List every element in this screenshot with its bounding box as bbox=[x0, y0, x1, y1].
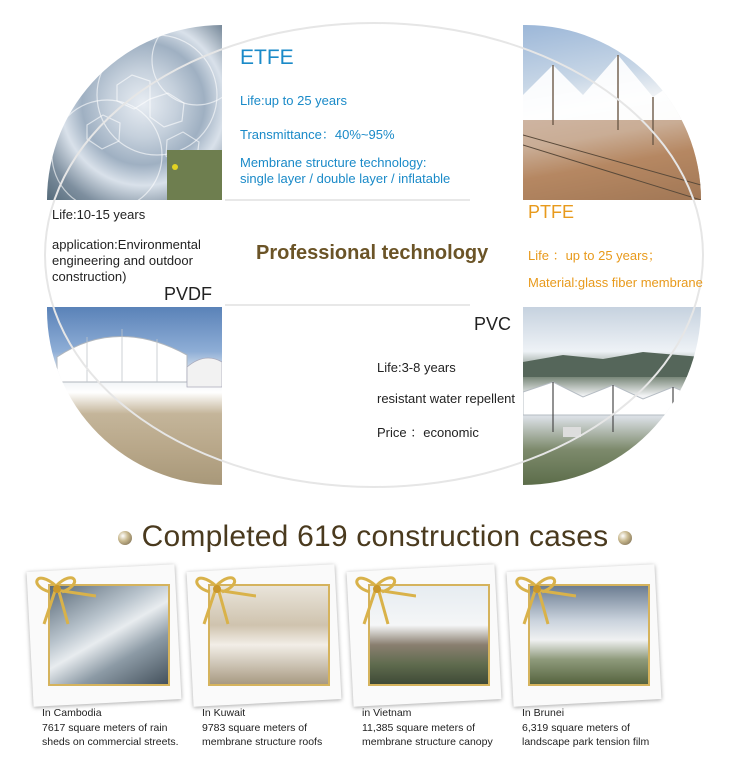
case-card-cambodia bbox=[30, 560, 180, 750]
case-desc-line1: 6,319 square meters of bbox=[522, 721, 630, 734]
gold-ribbon-icon bbox=[186, 566, 256, 626]
pvdf-title: PVDF bbox=[164, 284, 213, 304]
ptfe-life: Life ：up to 25 years； bbox=[528, 248, 661, 263]
case-caption bbox=[42, 706, 192, 750]
case-desc-line2: landscape park tension film bbox=[522, 736, 650, 748]
etfe-tech-line2: single layer / double layer / inflatable bbox=[240, 171, 451, 186]
gold-ribbon-icon bbox=[26, 566, 96, 626]
gold-ribbon-icon bbox=[506, 566, 576, 626]
case-caption bbox=[202, 706, 352, 750]
ptfe-title: PTFE bbox=[528, 202, 575, 222]
case-card-brunei bbox=[510, 560, 660, 750]
case-location: In Kuwait bbox=[202, 707, 246, 719]
pvdf-app-line2: engineering and outdoor bbox=[52, 253, 193, 268]
pvc-price: Price ：economic bbox=[377, 425, 479, 440]
case-card-kuwait bbox=[190, 560, 340, 750]
case-desc-line1: 9783 square meters of bbox=[202, 721, 308, 734]
case-location: In Cambodia bbox=[42, 707, 102, 719]
ptfe-material: Material:glass fiber membrane bbox=[528, 275, 703, 290]
etfe-tech-line1: Membrane structure technology: bbox=[240, 155, 427, 170]
etfe-life: Life:up to 25 years bbox=[240, 93, 347, 108]
case-desc-line1: 11,385 square meters of bbox=[362, 721, 476, 734]
pvdf-app-line1: application:Environmental bbox=[52, 237, 201, 252]
bullet-dot-icon bbox=[118, 531, 132, 545]
pvdf-app-line3: construction) bbox=[52, 269, 127, 284]
cases-title: Completed 619 construction cases bbox=[141, 520, 609, 553]
case-location: In Brunei bbox=[522, 707, 565, 719]
case-desc-line2: sheds on commercial streets. bbox=[42, 736, 179, 748]
case-card-vietnam bbox=[350, 560, 500, 750]
case-desc-line1: 7617 square meters of rain bbox=[42, 721, 168, 734]
case-desc-line2: membrane structure roofs bbox=[202, 736, 323, 748]
gold-ribbon-icon bbox=[346, 566, 416, 626]
pvc-life: Life:3-8 years bbox=[377, 360, 456, 375]
etfe-transmittance: Transmittance：40%~95% bbox=[240, 127, 395, 142]
etfe-title: ETFE bbox=[240, 46, 294, 69]
case-desc-line2: membrane structure canopy bbox=[362, 736, 493, 748]
pvc-feature: resistant water repellent bbox=[377, 391, 516, 406]
case-location: in Vietnam bbox=[362, 707, 412, 719]
case-caption bbox=[522, 706, 672, 750]
pvc-title: PVC bbox=[474, 314, 512, 334]
case-caption bbox=[362, 706, 512, 750]
pvdf-life: Life:10-15 years bbox=[52, 207, 146, 222]
center-title: Professional technology bbox=[256, 242, 489, 264]
bullet-dot-icon bbox=[618, 531, 632, 545]
cases-heading bbox=[0, 520, 750, 554]
